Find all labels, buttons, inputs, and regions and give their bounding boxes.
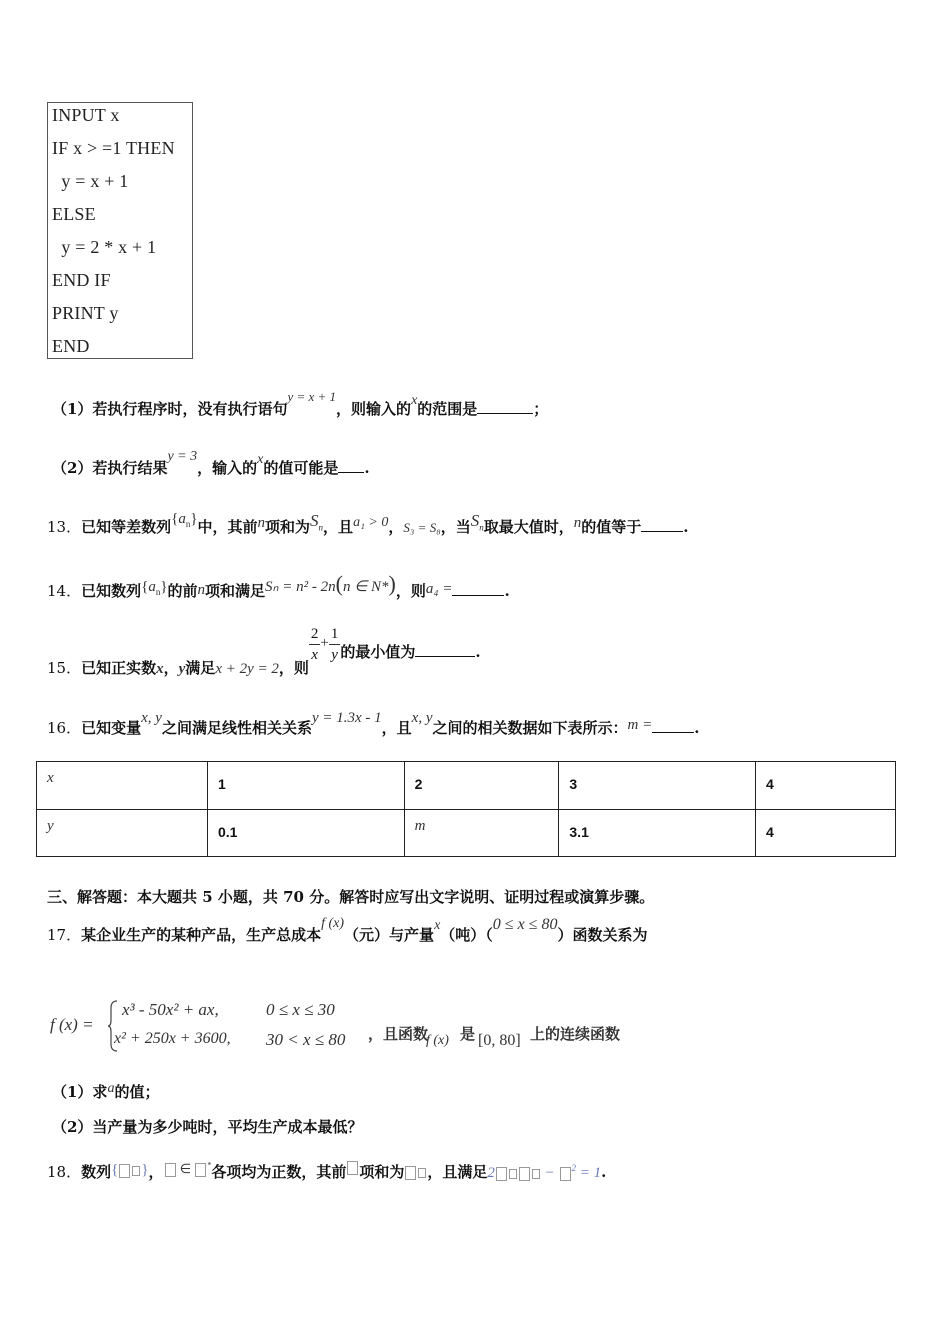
answer-blank[interactable] [338, 458, 364, 473]
data-table [36, 761, 896, 857]
table-cell: 4 [756, 762, 896, 810]
code-line: END [52, 336, 90, 356]
program-code-box [47, 102, 193, 359]
sequence-an: $\{a_n\}$ [171, 511, 198, 529]
q15: 15．已知正实数x，y满足x + 2y = 2，则 $\frac{2}{x}$ + $\frac{1}{y}$ 的最小值为 . [47, 626, 481, 677]
answer-blank[interactable] [641, 517, 683, 532]
table-cell: 1 [208, 762, 405, 810]
code-line: PRINT y [52, 303, 119, 323]
table-cell: 4 [756, 809, 896, 857]
sequence-braces: { } [111, 1162, 149, 1178]
code-line: y = 2 * x + 1 [52, 237, 157, 257]
table-cell: m [404, 809, 559, 857]
table-cell: 2 [404, 762, 559, 810]
q13: 13．已知等差数列$\{a_n\}$中，其前n项和为$S_n$，且a₁ > 0，S₃ = S₈，当$S_n$取最大值时，n的值等于 . [47, 511, 689, 536]
table-header-cell: x [37, 762, 208, 810]
table-header-cell: y [37, 809, 208, 857]
q14: 14．已知数列$\{a_n\}$的前n项和满足Sₙ = n² - 2n(n ∈ N*)，则a₄ = . [47, 571, 510, 600]
q17-part1: （1）求a的值； [52, 1081, 160, 1101]
answer-blank[interactable] [652, 718, 694, 733]
table-row [37, 809, 896, 857]
table-cell: 3.1 [559, 809, 756, 857]
fraction-2-over-x: $\frac{2}{x}$ [310, 626, 319, 663]
answer-blank[interactable] [452, 581, 504, 596]
code-line: y = x + 1 [52, 171, 129, 191]
fraction-1-over-y: $\frac{1}{y}$ [330, 626, 339, 663]
q17-stem: 17．某企业生产的某种产品，生产总成本f (x)（元）与产量x（吨）（0 ≤ x ≤ 80）函数关系为 [47, 916, 648, 944]
code-line: INPUT x [52, 105, 120, 125]
table-row [37, 762, 896, 810]
q17-part2: （2）当产量为多少吨时，平均生产成本最低？ [52, 1118, 363, 1136]
table-cell: 0.1 [208, 809, 405, 857]
code-line: END IF [52, 270, 111, 290]
code-line: IF x > =1 THEN [52, 138, 175, 158]
section-title: 三、解答题：本大题共 5 小题，共 70 分。解答时应写出文字说明、证明过程或演算步骤。 [47, 888, 655, 906]
answer-blank[interactable] [477, 399, 533, 414]
q18: 18．数列{ }， ∈ *各项均为正数，其前 项和为 ，且满足2 − $^2$ = 1. [47, 1160, 607, 1181]
code-line: ELSE [52, 204, 96, 224]
piecewise-function: f (x) = x³ - 50x² + ax, 0 ≤ x ≤ 30 x² + 250x + 3600, 30 < x ≤ 80 ，且函数 f (x) 是 [0, 80] 上的连续函数 [50, 1000, 650, 1056]
table-cell: 3 [559, 762, 756, 810]
q12-part2: （2）若执行结果y = 3，输入的x的值可能是 . [52, 449, 370, 477]
q12-part1: （1）若执行程序时，没有执行语句y = x + 1，则输入的x的范围是 ； [52, 389, 549, 418]
answer-blank[interactable] [415, 642, 475, 657]
q16: 16．已知变量x, y之间满足线性相关关系y = 1.3x - 1，且x, y之间的相关数据如下表所示：m = . [47, 710, 700, 737]
